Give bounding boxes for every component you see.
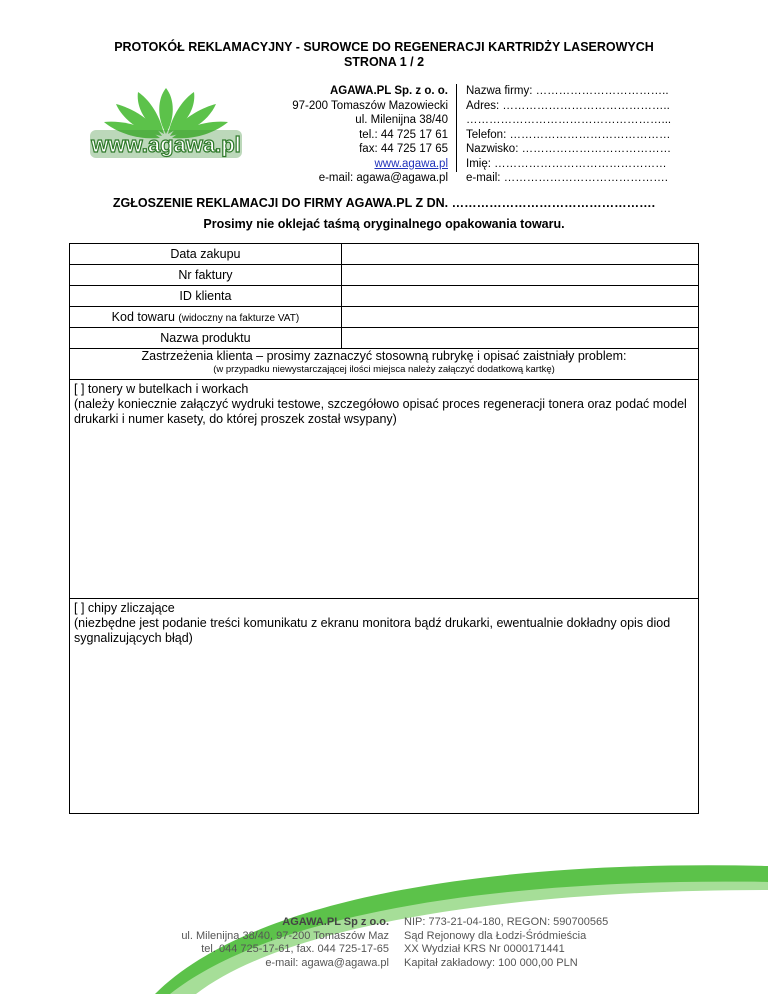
footer-email: e-mail: agawa@agawa.pl bbox=[265, 956, 389, 969]
form-row-chips bbox=[70, 599, 699, 814]
product-name-label: Nazwa produktu bbox=[70, 328, 342, 349]
chips-description: (niezbędne jest podanie treści komunikatu z ekranu monitora bądź drukarki, ewentualnie dokładny opis diod sygnalizujących błąd) bbox=[74, 616, 671, 645]
header-divider bbox=[456, 84, 457, 172]
client-reservations-note: (w przypadku niewystarczającej ilości miejsca należy załączyć dodatkową kartkę) bbox=[213, 364, 555, 375]
complaint-form-table bbox=[69, 243, 699, 814]
form-row-purchase-date bbox=[70, 244, 699, 265]
agawa-logo bbox=[86, 86, 246, 166]
purchase-date-label: Data zakupu bbox=[70, 244, 342, 265]
chips-section[interactable] bbox=[70, 599, 699, 814]
company-city: 97-200 Tomaszów Mazowiecki bbox=[292, 99, 448, 112]
client-email-field[interactable]: e-mail: ……………………………………. bbox=[466, 172, 668, 184]
company-street: ul. Milenijna 38/40 bbox=[355, 114, 448, 126]
form-row-invoice-number bbox=[70, 265, 699, 286]
product-code-note: (widoczny na fakturze VAT) bbox=[178, 313, 300, 324]
footer-phones: tel. 044 725-17-61, fax. 044 725-17-65 bbox=[201, 943, 389, 955]
company-info bbox=[270, 84, 448, 186]
complaint-date-heading: ZGŁOSZENIE REKLAMACJI DO FIRMY AGAWA.PL Z DN. …………………………………………. bbox=[112, 196, 656, 210]
invoice-number-field[interactable] bbox=[341, 265, 698, 286]
client-info-fields bbox=[466, 84, 671, 186]
client-reservations-text: Zastrzeżenia klienta – prosimy zaznaczyć stosowną rubrykę i opisać zaistniały problem: bbox=[141, 349, 627, 363]
invoice-number-label: Nr faktury bbox=[70, 265, 342, 286]
client-reservations-header bbox=[70, 349, 699, 380]
client-surname-field[interactable]: Nazwisko: ………………………………… bbox=[466, 143, 672, 155]
footer-address: ul. Milenijna 38/40, 97-200 Tomaszów Maz bbox=[181, 929, 389, 942]
toners-section[interactable] bbox=[70, 380, 699, 599]
product-code-label: Kod towaru bbox=[111, 310, 175, 324]
footer-capital: Kapitał zakładowy: 100 000,00 PLN bbox=[404, 956, 578, 969]
client-id-label: ID klienta bbox=[70, 286, 342, 307]
footer-registration-info bbox=[404, 916, 608, 970]
footer-krs: XX Wydział KRS Nr 0000171441 bbox=[404, 943, 565, 955]
client-phone-field[interactable]: Telefon: …………………………………… bbox=[466, 128, 671, 141]
company-www-link[interactable]: www.agawa.pl bbox=[374, 157, 448, 170]
client-id-field[interactable] bbox=[341, 286, 698, 307]
footer-company-info bbox=[150, 916, 389, 970]
toners-description: (należy koniecznie załączyć wydruki testowe, szczegółowo opisać proces regeneracji tonera oraz podać model drukarki i numer kasety, do której proszek został wsypany) bbox=[74, 397, 687, 426]
title-line-1: PROTOKÓŁ REKLAMACYJNY - SUROWCE DO REGENERACJI KARTRIDŻY LASEROWYCH bbox=[114, 40, 654, 54]
product-code-label-cell bbox=[70, 307, 342, 328]
footer-nip: NIP: 773-21-04-180, REGON: 590700565 bbox=[404, 916, 609, 928]
client-address-field[interactable]: Adres: …………………………………….. bbox=[466, 99, 670, 112]
form-row-product-code bbox=[70, 307, 699, 328]
title-line-2: STRONA 1 / 2 bbox=[343, 55, 425, 69]
chips-checkbox-label[interactable]: [ ] chipy zliczające bbox=[74, 601, 175, 615]
company-fax: fax: 44 725 17 65 bbox=[359, 143, 448, 155]
client-company-field[interactable]: Nazwa firmy: …………………………….. bbox=[466, 85, 669, 97]
company-tel: tel.: 44 725 17 61 bbox=[359, 128, 448, 141]
form-row-client-id bbox=[70, 286, 699, 307]
client-name-field[interactable]: Imię: ……………………………………… bbox=[466, 157, 667, 170]
company-name: AGAWA.PL Sp. z o. o. bbox=[330, 85, 448, 97]
toners-checkbox-label[interactable]: [ ] tonery w butelkach i workach bbox=[74, 382, 249, 396]
packaging-notice: Prosimy nie oklejać taśmą oryginalnego opakowania towaru. bbox=[203, 217, 565, 231]
form-row-toners bbox=[70, 380, 699, 599]
footer-court: Sąd Rejonowy dla Łodzi-Śródmieścia bbox=[404, 929, 587, 942]
form-row-client-reservations bbox=[70, 349, 699, 380]
client-address-field-2[interactable]: ……………………………………………... bbox=[466, 114, 672, 126]
logo-text: www.agawa.pl bbox=[91, 132, 241, 157]
product-name-field[interactable] bbox=[341, 328, 698, 349]
purchase-date-field[interactable] bbox=[341, 244, 698, 265]
form-row-product-name bbox=[70, 328, 699, 349]
company-email: e-mail: agawa@agawa.pl bbox=[318, 172, 448, 184]
product-code-field[interactable] bbox=[341, 307, 698, 328]
document-title bbox=[0, 40, 768, 70]
footer-company-name: AGAWA.PL Sp z o.o. bbox=[282, 916, 389, 928]
